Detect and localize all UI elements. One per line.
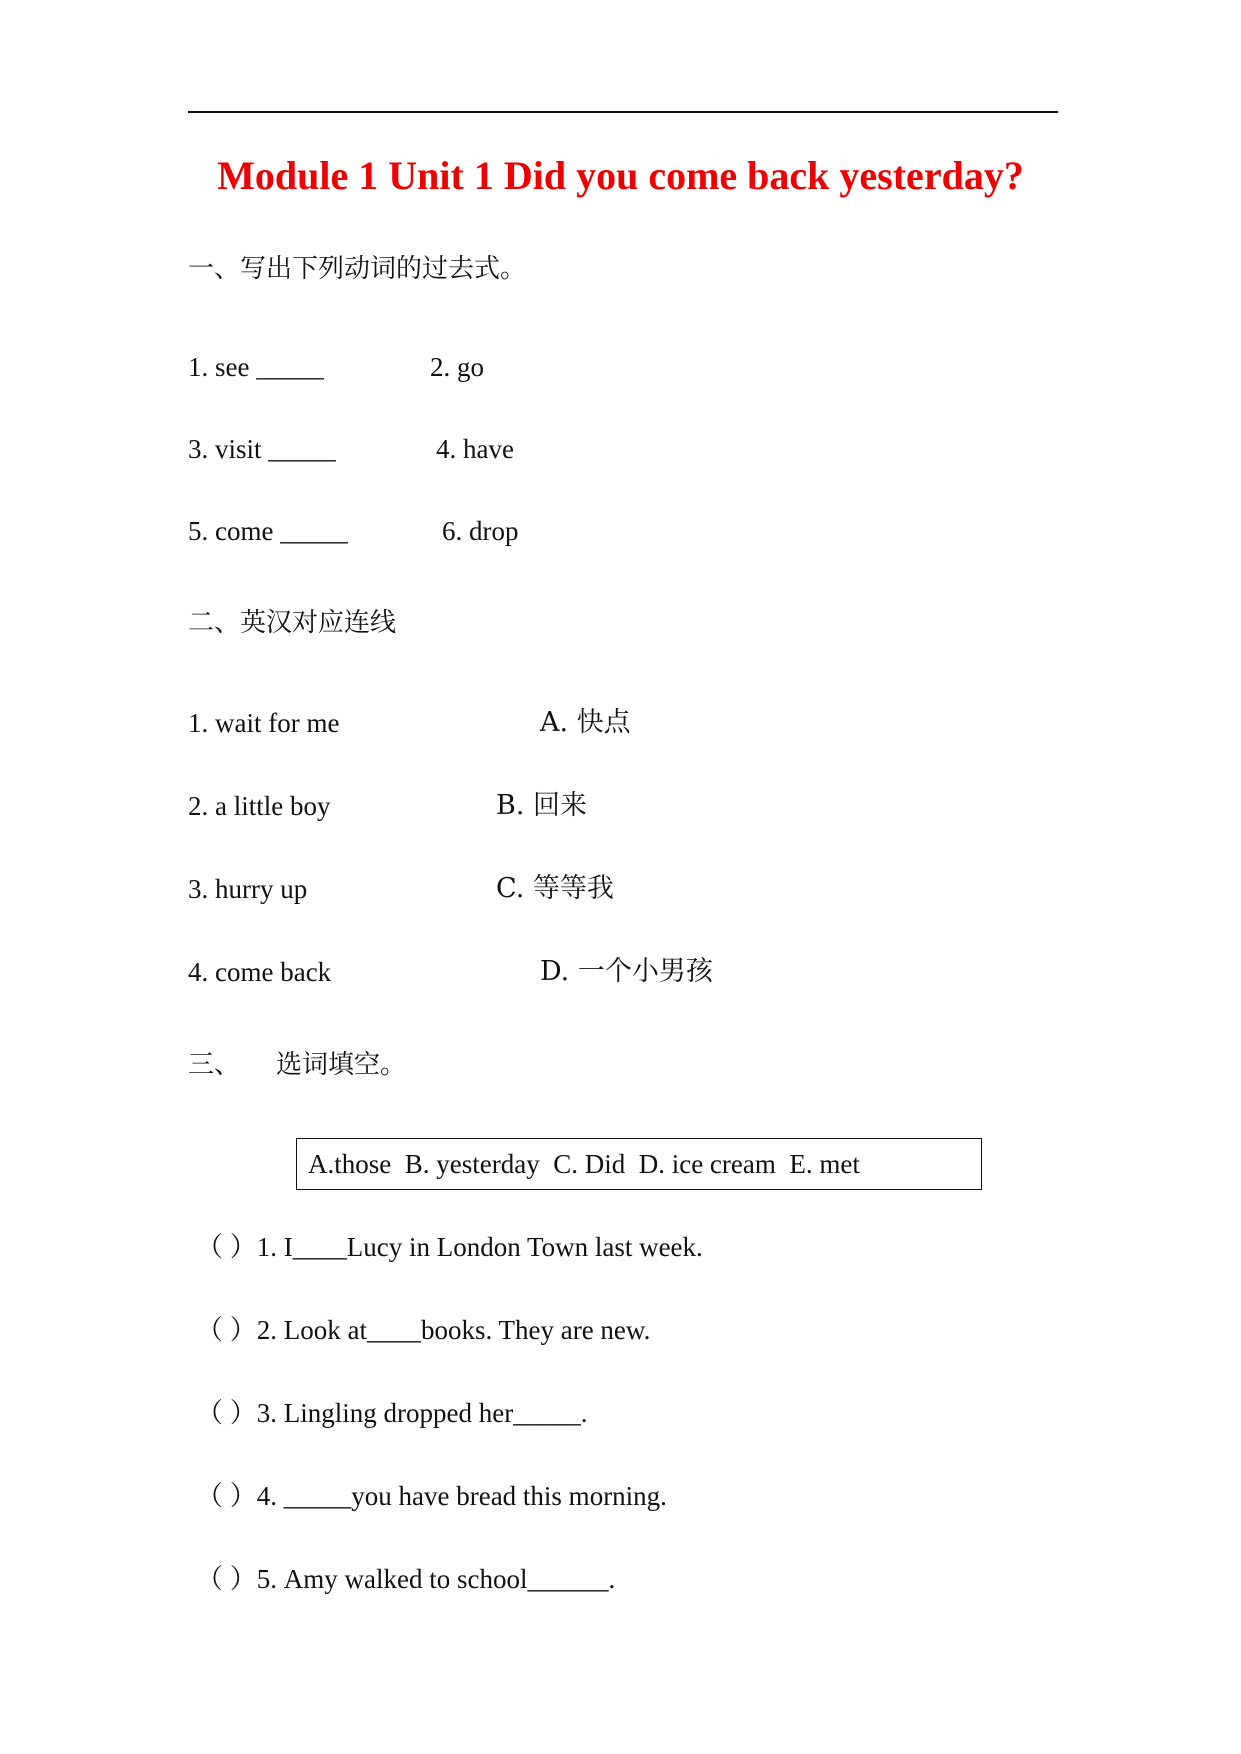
verb-item-2: 2. go	[430, 352, 484, 382]
verb-item-3: 3. visit _____	[188, 434, 336, 464]
fill-question-3: （ ）3. Lingling dropped her_____.	[196, 1398, 588, 1428]
verb-item-6: 6. drop	[442, 516, 519, 546]
section-2-heading: 二、英汉对应连线	[188, 608, 397, 638]
word-bank-text: A.those B. yesterday C. Did D. ice cream E. met	[308, 1149, 860, 1179]
match-right-b: B. 回来	[496, 790, 588, 821]
match-right-c: C. 等等我	[496, 873, 614, 904]
verb-item-5: 5. come _____	[188, 516, 348, 546]
section-3-heading-prefix: 三、	[188, 1050, 241, 1080]
section-3-heading: 选词填空。	[276, 1050, 407, 1080]
section-1-heading: 一、写出下列动词的过去式。	[188, 254, 527, 284]
verb-item-1: 1. see _____	[188, 352, 324, 382]
match-left-1: 1. wait for me	[188, 708, 340, 738]
header-rule	[188, 111, 1058, 113]
word-bank-box	[296, 1138, 982, 1190]
verb-item-4: 4. have	[436, 434, 514, 464]
fill-question-1: （ ）1. I____Lucy in London Town last week.	[196, 1232, 703, 1262]
match-left-3: 3. hurry up	[188, 874, 308, 904]
fill-question-4: （ ）4. _____you have bread this morning.	[196, 1481, 667, 1511]
page-title: Module 1 Unit 1 Did you come back yesterday?	[217, 153, 1024, 198]
match-left-2: 2. a little boy	[188, 791, 331, 821]
match-left-4: 4. come back	[188, 957, 332, 987]
fill-question-2: （ ）2. Look at____books. They are new.	[196, 1315, 651, 1345]
match-right-d: D. 一个小男孩	[540, 956, 713, 987]
fill-question-5: （ ）5. Amy walked to school______.	[196, 1564, 616, 1594]
match-right-a: A. 快点	[540, 707, 631, 738]
